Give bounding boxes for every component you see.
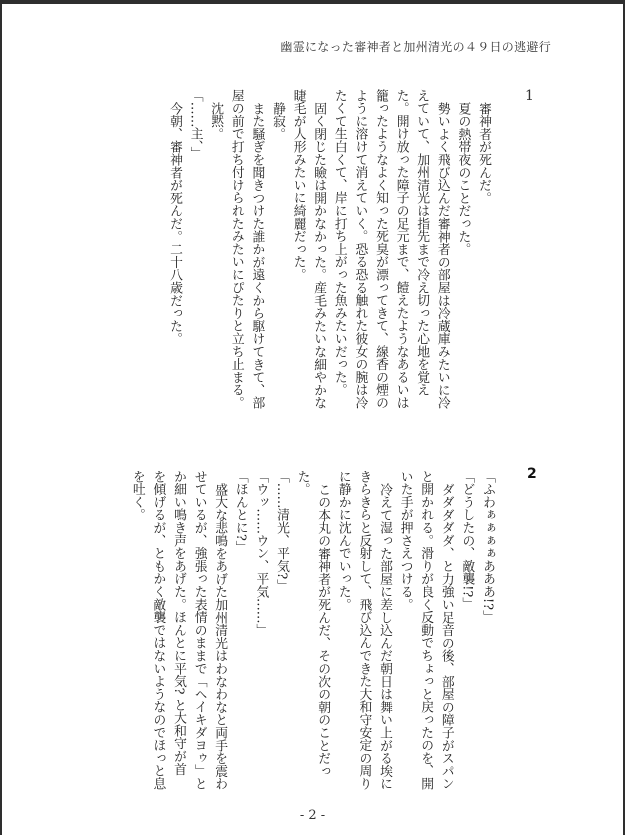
running-header: 幽霊になった審神者と加州清光の４９日の逃避行 — [280, 40, 551, 54]
text-line: 今朝、審神者が死んだ。二十八歳だった。 — [167, 101, 182, 345]
text-line: を傾げるが、ともかく敵襲ではないようなのでほっと息 — [150, 470, 166, 790]
text-line: えていて、加州清光は指先まで冷え切った心地を覚え — [414, 89, 430, 397]
text-line: 沈黙。 — [208, 101, 224, 141]
text-line: ように溶けて消えていく。恐る恐る触れた彼女の腕は冷 — [352, 89, 368, 409]
text-line: 睫毛が人形みたいに綺麗だった。 — [290, 89, 306, 281]
text-line: 冷えて湿った部屋に差し込んだ朝日は舞い上がる埃に — [377, 482, 392, 790]
text-line: せているが、強張った表情のままで「ヘイキダヨゥ」と — [191, 470, 207, 790]
text-line: いた手が押さえつける。 — [397, 470, 413, 611]
text-line: 審神者が死んだ。 — [476, 101, 491, 205]
text-line: た。 — [294, 470, 310, 496]
text-line: と開かれる。滑りが良く反動でちょっと戻ったのを、開 — [418, 470, 434, 790]
text-line: 「ふわぁぁぁぁあああ!?」 — [480, 470, 495, 623]
text-line: 屋の前で打ち付けられたみたいにぴたりと立ち止まる。 — [228, 89, 244, 409]
text-line: 「……清光、平気?」 — [274, 470, 289, 593]
text-line: ダダダダダ、と力強い足音の後、部屋の障子がスパン — [438, 482, 454, 790]
text-line: 籠ったようなよく知った死臭が漂ってきて、線香の煙の — [373, 89, 388, 409]
text-line: 静寂。 — [270, 101, 285, 141]
text-line: 「どうしたの、敵襲!?」 — [459, 470, 475, 611]
section-number-2: 2 — [527, 466, 537, 482]
page-number: - 2 - — [299, 808, 326, 823]
text-line: 「ほんとに?」 — [232, 470, 248, 554]
text-line: を吐く。 — [129, 470, 145, 522]
text-line: か細い鳴き声をあげた。ほんとに平気? と大和守が首 — [171, 470, 186, 776]
text-line: 盛大な悲鳴をあげた加州清光はわなわなと両手を震わ — [212, 482, 228, 790]
text-line: この本丸の審神者が死んだ、その次の朝のことだっ — [315, 482, 331, 778]
text-line: 「ウッ……ウン、平気……」 — [253, 470, 269, 637]
text-line: た。開け放った障子の足元まで、饐えたようなあるいは — [393, 89, 409, 409]
text-line: きらきらと反射して、飛び込んできた大和守安定の周り — [356, 470, 372, 790]
document-page — [2, 4, 623, 835]
text-line: また騒ぎを聞きつけた誰かが遠くから駆けてきて、部 — [249, 101, 265, 409]
text-line: 「……主、」 — [187, 89, 203, 160]
text-line: 夏の熱帯夜のことだった。 — [455, 101, 471, 256]
text-line: に静かに沈んでいった。 — [335, 470, 351, 611]
text-line: 勢いよく飛び込んだ審神者の部屋は冷蔵庫みたいに冷 — [434, 101, 450, 409]
text-line: 固く閉じた瞼は開かなかった。産毛みたいな細やかな — [311, 101, 327, 409]
section-number-1: 1 — [525, 88, 534, 104]
text-line: たくて生白くて、岸に打ち上がった魚みたいだった。 — [331, 89, 347, 397]
